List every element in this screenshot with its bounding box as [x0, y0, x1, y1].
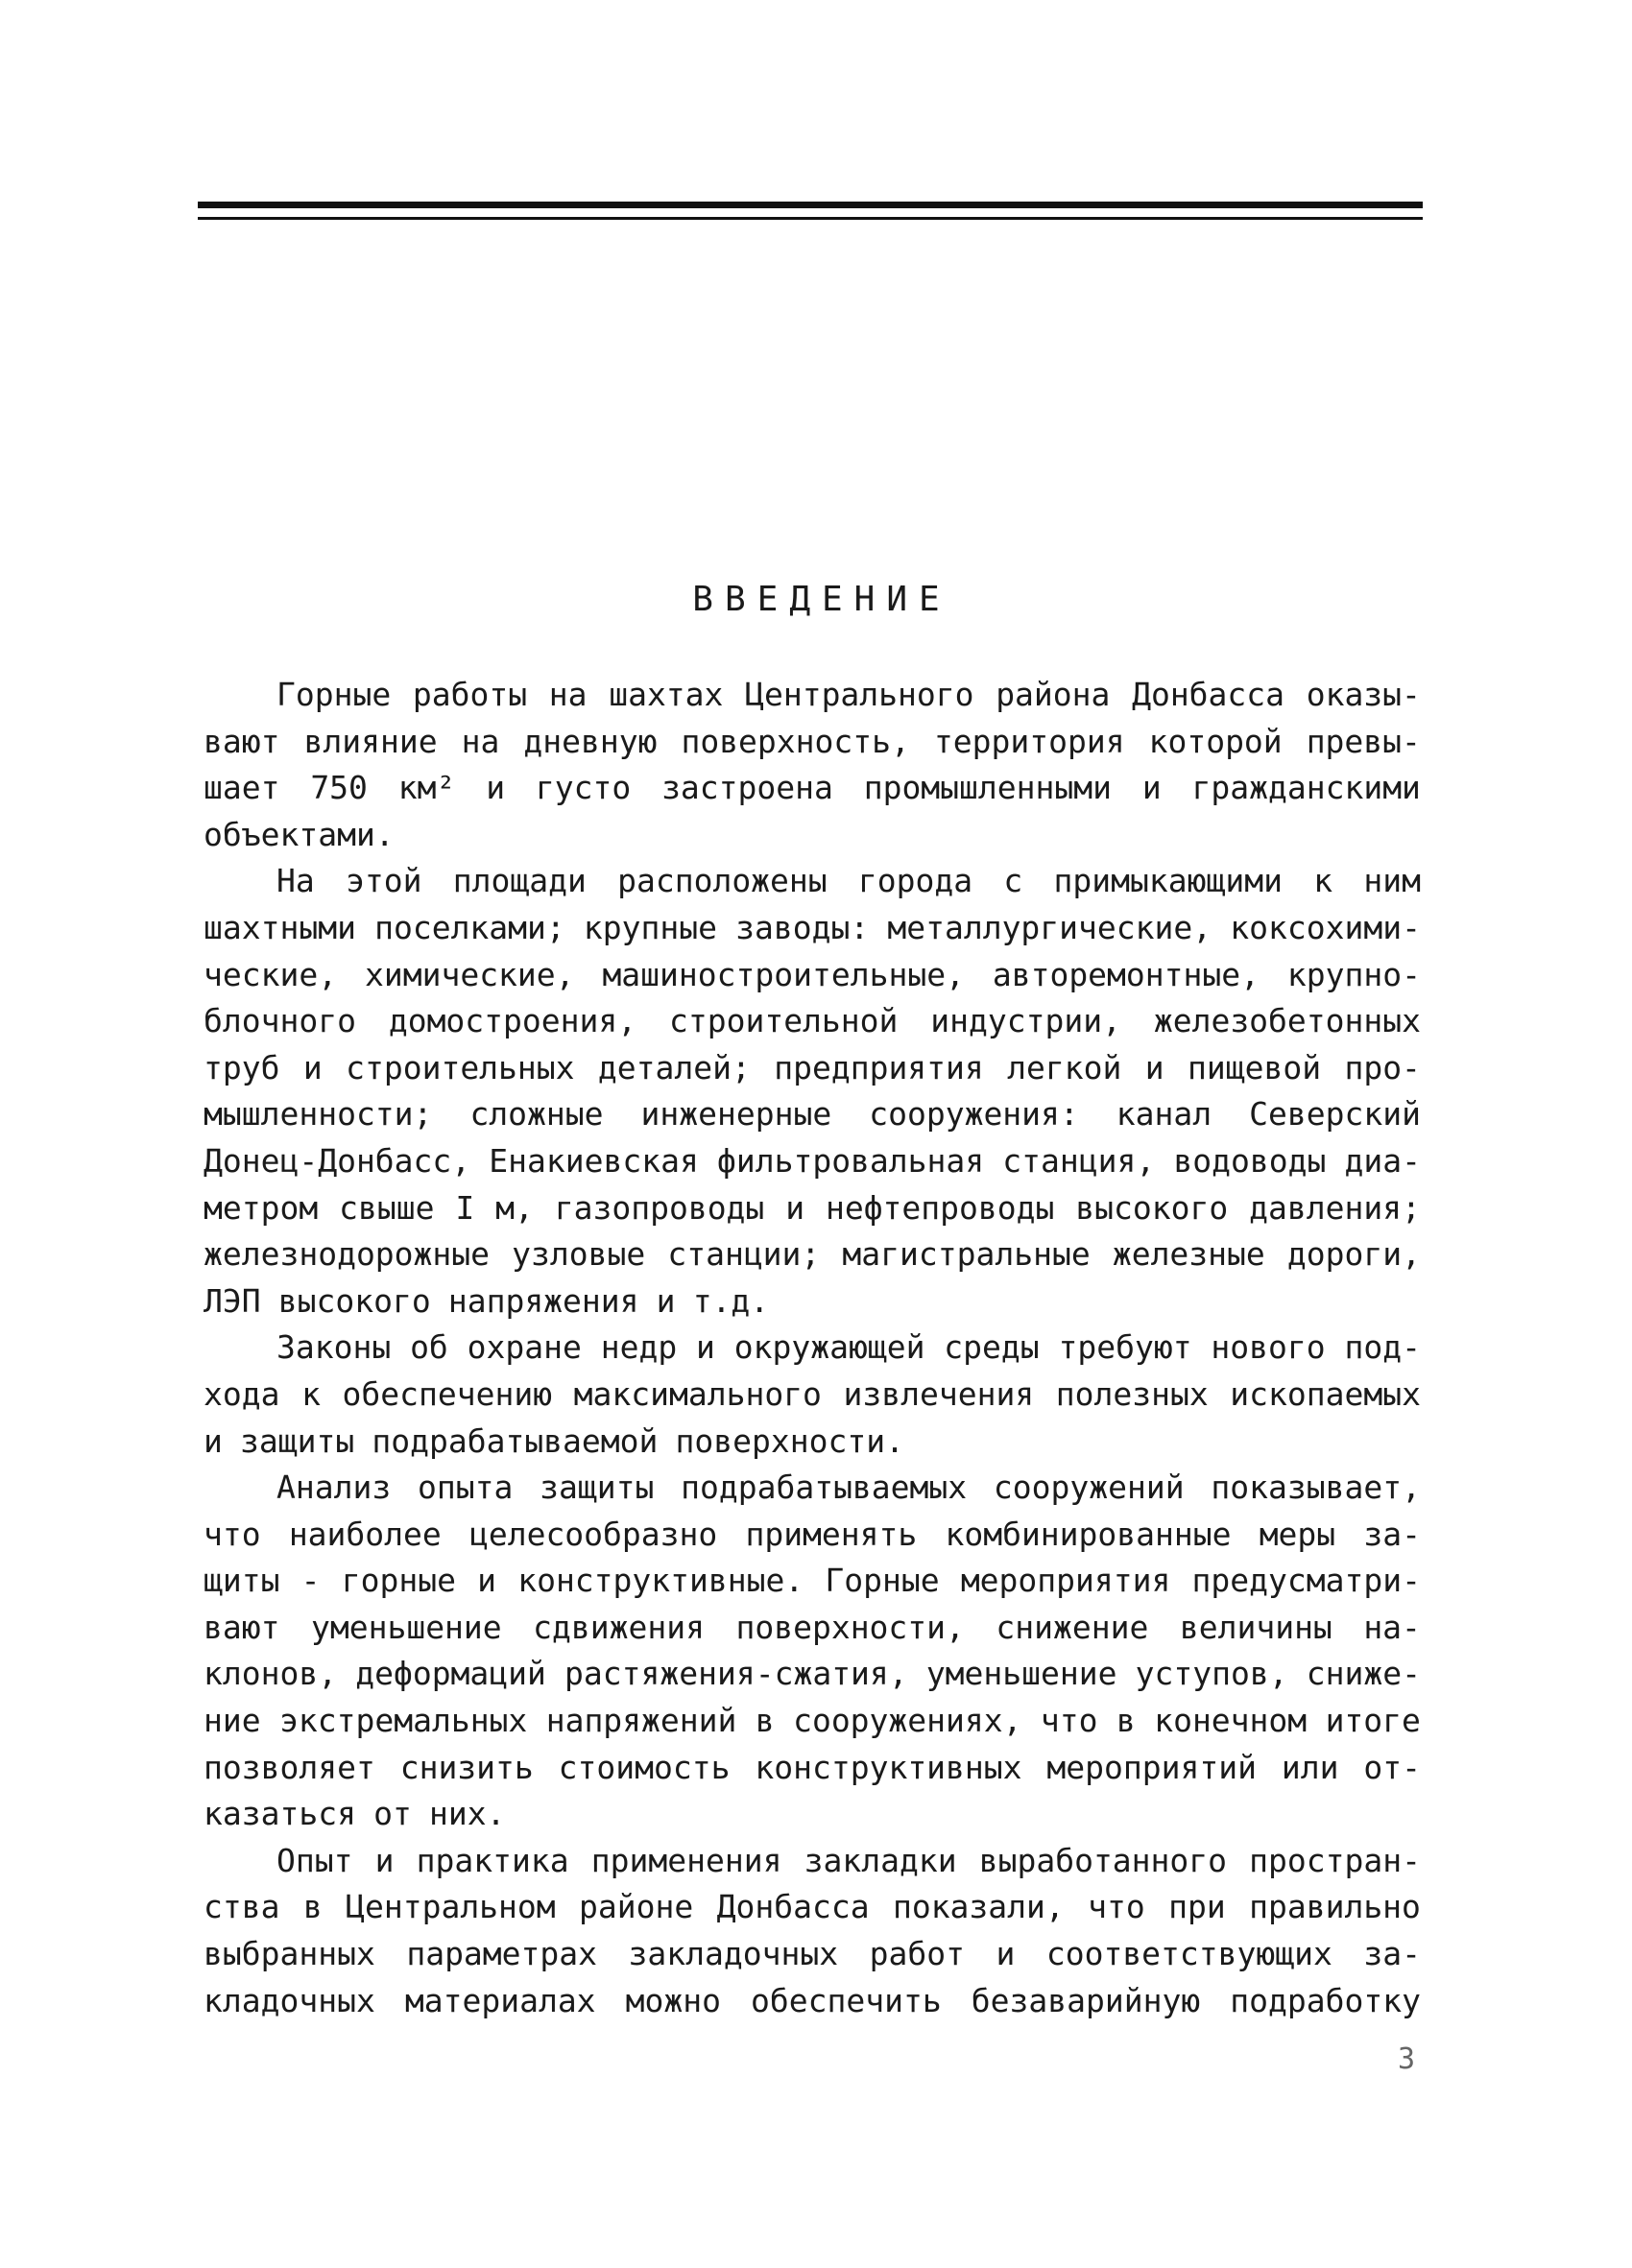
- text-line: ЛЭП высокого напряжения и т.д.: [204, 1281, 770, 1320]
- page-number: 3: [1398, 2042, 1416, 2076]
- text-line: щиты - горные и конструктивные. Горные мероприятия предусматри-: [204, 1562, 1421, 1600]
- paragraph: [204, 1325, 1421, 1465]
- text-line: позволяет снизить стоимость конструктивных мероприятий или от-: [204, 1748, 1421, 1786]
- text-line: Горные работы на шахтах Центрального района Донбасса оказы-: [276, 676, 1421, 713]
- paragraph: [204, 1465, 1421, 1838]
- paragraph: [204, 1838, 1421, 2024]
- text-line: ние экстремальных напряжений в сооружениях, что в конечном итоге: [204, 1702, 1421, 1740]
- text-line: блочного домостроения, строительной индустрии, железобетонных: [204, 1002, 1421, 1040]
- text-line: Законы об охране недр и окружающей среды требуют нового под-: [276, 1328, 1421, 1367]
- section-heading: ВВЕДЕНИЕ: [692, 580, 951, 619]
- text-line: Опыт и практика применения закладки выработанного простран-: [276, 1841, 1421, 1879]
- text-line: клонов, деформаций растяжения-сжатия, уменьшение уступов, сниже-: [204, 1655, 1421, 1693]
- paragraph: [204, 672, 1421, 858]
- text-line: что наиболее целесообразно применять комбинированные меры за-: [204, 1515, 1421, 1553]
- text-line: Анализ опыта защиты подрабатываемых сооружений показывает,: [276, 1468, 1421, 1507]
- text-line: объектами.: [204, 815, 395, 853]
- text-line: вают влияние на дневную поверхность, территория которой превы-: [204, 722, 1421, 760]
- text-line: мышленности; сложные инженерные сооружения: канал Северский: [204, 1095, 1421, 1134]
- text-line: На этой площади расположены города с примыкающими к ним: [276, 862, 1421, 900]
- text-line: и защиты подрабатываемой поверхности.: [204, 1421, 904, 1460]
- header-rule-thin: [198, 217, 1423, 220]
- text-line: ческие, химические, машиностроительные, авторемонтные, крупно-: [204, 955, 1421, 993]
- text-line: выбранных параметрах закладочных работ и соответствующих за-: [204, 1935, 1421, 1973]
- text-line: вают уменьшение сдвижения поверхности, снижение величины на-: [204, 1608, 1421, 1646]
- text-line: железнодорожные узловые станции; магистральные железные дороги,: [204, 1235, 1421, 1274]
- text-line: шает 750 км² и густо застроена промышленными и гражданскими: [204, 769, 1421, 807]
- header-rule-thick: [198, 202, 1423, 208]
- text-line: ства в Центральном районе Донбасса показали, что при правильно: [204, 1888, 1421, 1926]
- text-line: шахтными поселками; крупные заводы: металлургические, коксохими-: [204, 908, 1421, 946]
- body-text: [204, 672, 1421, 2024]
- text-line: кладочных материалах можно обеспечить безаварийную подработку: [204, 1981, 1421, 2019]
- text-line: казаться от них.: [204, 1795, 506, 1833]
- text-line: труб и строительных деталей; предприятия легкой и пищевой про-: [204, 1048, 1421, 1086]
- paragraph: [204, 858, 1421, 1325]
- header-rule: [198, 202, 1423, 220]
- text-line: хода к обеспечению максимального извлечения полезных ископаемых: [204, 1374, 1421, 1413]
- text-line: Донец-Донбасс, Енакиевская фильтровальная станция, водоводы диа-: [204, 1141, 1421, 1180]
- text-line: метром свыше I м, газопроводы и нефтепроводы высокого давления;: [204, 1188, 1421, 1227]
